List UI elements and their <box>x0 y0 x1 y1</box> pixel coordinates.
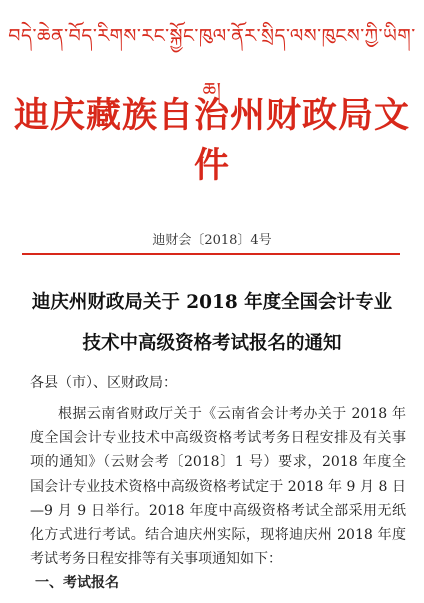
red-divider-line <box>22 253 400 255</box>
salutation: 各县（市）、区财政局： <box>30 375 177 391</box>
document-number: 迪财会〔2018〕4号 <box>152 233 272 248</box>
tibetan-agency-name: བདེ་ཆེན་བོད་རིགས་རང་སྐྱོང་ཁུལ་ནོར་སྲིད་ལས་ཁུངས་ཀྱི་ཡིག་ཆ། <box>8 25 416 101</box>
section-heading-registration: 一、考试报名 <box>35 575 119 591</box>
agency-name-heading: 迪庆藏族自治州财政局文件 <box>13 96 410 186</box>
notice-body-paragraph: 根据云南省财政厅关于《云南省会计考办关于 2018 年度全国会计专业技术中高级资格考试考务日程安排及有关事项的通知》（云财会考〔2018〕1 号）要求，2018 年度全国会计专业技术资格中高级资格考试定于 2018 年 9 月 8 日—9 月 9 日举行。2018 年度中高级资格考试全部采用无纸化方式进行考试。结合迪庆州实际，现将迪庆州 2018 年度考试考务日程安排等有关事项通知如下： <box>30 406 406 568</box>
notice-title-line2: 技术中高级资格考试报名的通知 <box>82 333 342 354</box>
notice-title-line1: 迪庆州财政局关于 2018 年度全国会计专业 <box>31 292 393 313</box>
